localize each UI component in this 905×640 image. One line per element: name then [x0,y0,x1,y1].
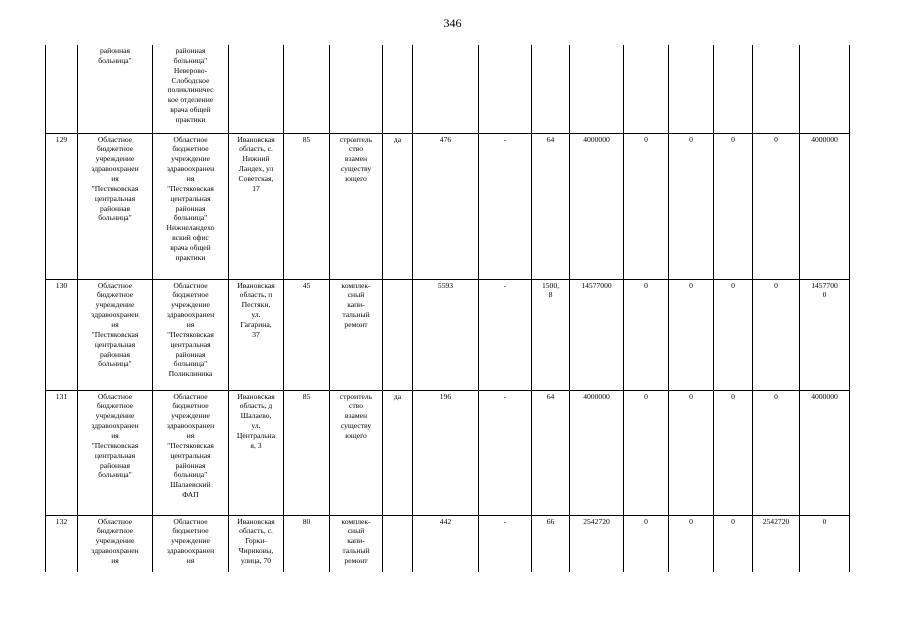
unit-cost-cell [532,45,570,133]
reserve-cell: - [479,133,532,279]
budget-2021-cell: 0 [714,390,753,515]
budget-2022-cell [753,45,800,133]
unit-cost-cell: 64 [532,390,570,515]
area-cell: 442 [413,515,479,572]
object-name-cell: Областное бюджетное учреждение здравоохранен ия "Пестяковская центральная районная больница" Шалаевский ФАП [153,390,229,515]
capacity-cell: 45 [284,279,330,390]
address-cell [229,45,284,133]
budget-2020-cell: 0 [669,390,714,515]
address-cell: Ивановская область, д Шалаево, ул. Центральна я, 3 [229,390,284,515]
address-cell: Ивановская область, с. Нижний Ландех, ул Советская, 17 [229,133,284,279]
row-number-cell: 132 [46,515,78,572]
capacity-cell: 80 [284,515,330,572]
budget-2020-cell: 0 [669,515,714,572]
capacity-cell [284,45,330,133]
replacement-flag-cell [383,45,413,133]
budget-2021-cell: 0 [714,133,753,279]
budget-2021-cell: 0 [714,279,753,390]
replacement-flag-cell: да [383,133,413,279]
unit-cost-cell: 66 [532,515,570,572]
budget-2023-cell: 0 [800,515,850,572]
work-type-cell [330,45,383,133]
table-row [46,279,850,390]
budget-2019-cell: 0 [624,279,669,390]
address-cell: Ивановская область, п Пестяки, ул. Гагарина, 37 [229,279,284,390]
object-name-cell: Областное бюджетное учреждение здравоохранен ия "Пестяковская центральная районная больница" Нижнеландехо вский офис врача общей практики [153,133,229,279]
budget-2023-cell: 4000000 [800,390,850,515]
row-number-cell: 131 [46,390,78,515]
budget-2019-cell: 0 [624,515,669,572]
replacement-flag-cell: да [383,390,413,515]
capacity-cell: 85 [284,133,330,279]
budget-2022-cell: 2542720 [753,515,800,572]
total-cost-cell: 2542720 [570,515,624,572]
total-cost-cell: 14577000 [570,279,624,390]
area-cell: 196 [413,390,479,515]
budget-2020-cell: 0 [669,133,714,279]
work-type-cell: комплек- сный капи- тальный ремонт [330,279,383,390]
replacement-flag-cell [383,515,413,572]
facilities-table [45,45,850,572]
capacity-cell: 85 [284,390,330,515]
address-cell: Ивановская область, с. Горки- Чириковы, улица, 70 [229,515,284,572]
area-cell: 5593 [413,279,479,390]
budget-2019-cell: 0 [624,390,669,515]
reserve-cell: - [479,279,532,390]
work-type-cell: комплек- сный капи- тальный ремонт [330,515,383,572]
budget-2022-cell: 0 [753,279,800,390]
customer-name-cell: Областное бюджетное учреждение здравоохранен ия "Пестяковская центральная районная больница" [78,133,153,279]
object-name-cell: Областное бюджетное учреждение здравоохранен ия [153,515,229,572]
reserve-cell: - [479,515,532,572]
row-number-cell [46,45,78,133]
customer-name-cell: районная больница" [78,45,153,133]
table-row [46,515,850,572]
budget-2019-cell [624,45,669,133]
budget-2023-cell: 1457700 0 [800,279,850,390]
customer-name-cell: Областное бюджетное учреждение здравоохранен ия [78,515,153,572]
area-cell [413,45,479,133]
total-cost-cell: 4000000 [570,133,624,279]
budget-2021-cell [714,45,753,133]
budget-2023-cell [800,45,850,133]
table-row [46,390,850,515]
page-number: 346 [443,16,462,30]
total-cost-cell: 4000000 [570,390,624,515]
object-name-cell: Областное бюджетное учреждение здравоохранен ия "Пестяковская центральная районная больница" Поликлиника [153,279,229,390]
unit-cost-cell: 1500, 8 [532,279,570,390]
budget-2020-cell: 0 [669,279,714,390]
budget-2019-cell: 0 [624,133,669,279]
table-row [46,133,850,279]
work-type-cell: строитель ство взамен существу ющего [330,133,383,279]
budget-2022-cell: 0 [753,390,800,515]
budget-2023-cell: 4000000 [800,133,850,279]
row-number-cell: 129 [46,133,78,279]
reserve-cell: - [479,390,532,515]
unit-cost-cell: 64 [532,133,570,279]
replacement-flag-cell [383,279,413,390]
customer-name-cell: Областное бюджетное учреждение здравоохранен ия "Пестяковская центральная районная больница" [78,390,153,515]
reserve-cell [479,45,532,133]
table-row [46,45,850,133]
total-cost-cell [570,45,624,133]
customer-name-cell: Областное бюджетное учреждение здравоохранен ия "Пестяковская центральная районная больница" [78,279,153,390]
row-number-cell: 130 [46,279,78,390]
object-name-cell: районная больница" Неверово- Слободское поликлиничес кое отделение врача общей практики [153,45,229,133]
budget-2021-cell: 0 [714,515,753,572]
budget-2020-cell [669,45,714,133]
work-type-cell: строитель ство взамен существу ющего [330,390,383,515]
budget-2022-cell: 0 [753,133,800,279]
area-cell: 476 [413,133,479,279]
